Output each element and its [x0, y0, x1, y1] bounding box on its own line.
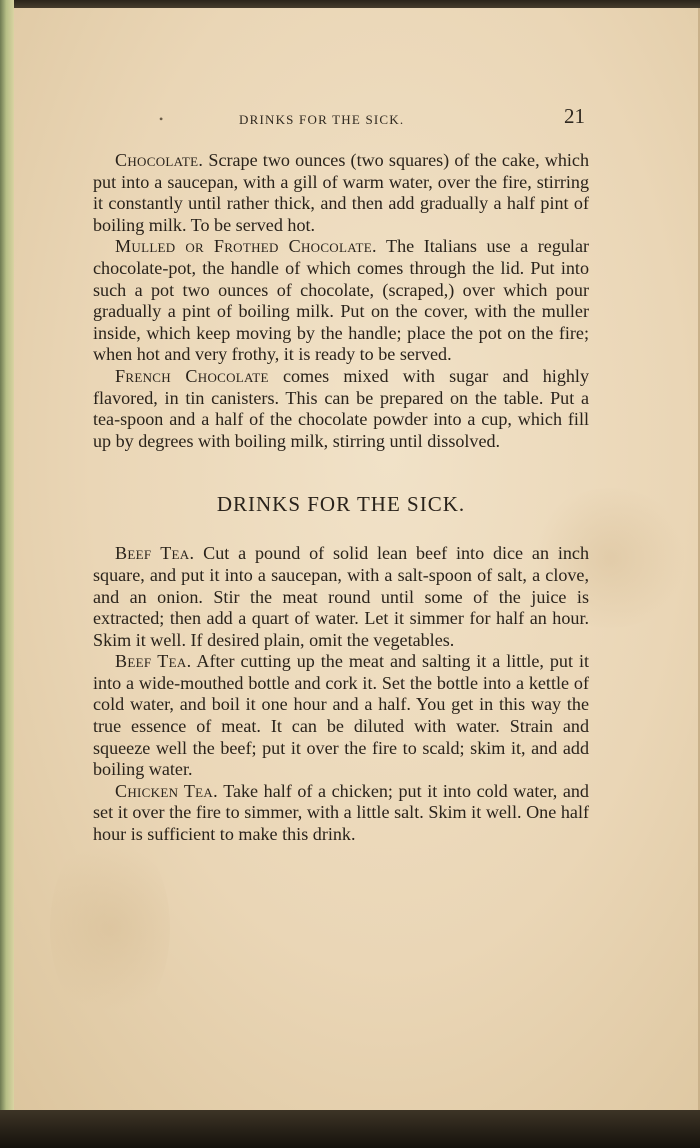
page-number: 21 — [564, 104, 585, 128]
sick-drinks-recipes — [93, 543, 589, 845]
section-title: DRINKS FOR THE SICK. — [216, 492, 466, 517]
running-header — [93, 104, 589, 134]
running-title: DRINKS FOR THE SICK. — [239, 112, 405, 127]
recipe-text: comes mixed with sugar and highly flavored, in tin canisters. This can be prepared on the table. Put a tea-spoon and a half of the chocolate powder into a cup, which fill up by degrees with boiling milk, stirring until dissolved. — [93, 365, 589, 451]
recipe-text: The Italians use a regular chocolate-pot, the handle of which comes through the lid. Put into such a pot two ounces of chocolate, (scraped,) over which pour gradually a pint of boiling milk. Put on the cover, with the muller inside, which keep moving by the handle; place the pot on the fire; when hot and very frothy, it is ready to be served. — [93, 236, 590, 365]
recipe-paragraph — [93, 781, 589, 846]
recipe-heading: Beef Tea. — [115, 543, 195, 564]
book-spine-edge — [0, 0, 14, 1148]
recipe-heading: Beef Tea. — [115, 651, 192, 672]
recipe-text: Scrape two ounces (two squares) of the cake, which put into a saucepan, with a gill of warm water, over the fire, stirring it constantly until rather thick, and then add gradually a half pint of boiling milk. To be served hot. — [93, 150, 589, 235]
recipe-paragraph — [93, 651, 589, 781]
scan-bottom-edge — [0, 1110, 700, 1148]
recipe-paragraph — [93, 150, 589, 236]
recipe-paragraph — [93, 366, 589, 452]
recipe-heading: Chicken Tea. — [115, 780, 218, 801]
recipe-heading: French Chocolate — [115, 365, 269, 386]
paper-stain — [50, 828, 170, 1028]
recipe-heading: Chocolate. — [115, 150, 204, 170]
recipe-heading: Mulled or Frothed Chocolate. — [115, 236, 377, 257]
chocolate-recipes — [93, 150, 589, 452]
page-content — [93, 104, 589, 846]
recipe-paragraph — [93, 543, 589, 651]
recipe-paragraph — [93, 236, 589, 366]
recipe-text: After cutting up the meat and salting it a little, put it into a wide-mouthed bottle and cork it. Set the bottle into a kettle of cold water, and boil it one hour and a half. You get in this way the true essence of meat. It can be diluted with water. Strain and squeeze well the beef; put it over the fire to scald; skim it, and add boiling water. — [93, 651, 589, 780]
header-ornament: • — [159, 112, 164, 126]
recipe-text: Take half of a chicken; put it into cold water, and set it over the fire to simmer, with a little salt. Skim it well. One half hour is sufficient to make this drink. — [93, 780, 589, 845]
recipe-text: Cut a pound of solid lean beef into dice an inch square, and put it into a saucepan, with a salt-spoon of salt, a clove, and an onion. Stir the meat round until some of the juice is extracted; then add a quart of water. Let it simmer for half an hour. Skim it well. If desired plain, omit the vegetables. — [93, 543, 590, 650]
